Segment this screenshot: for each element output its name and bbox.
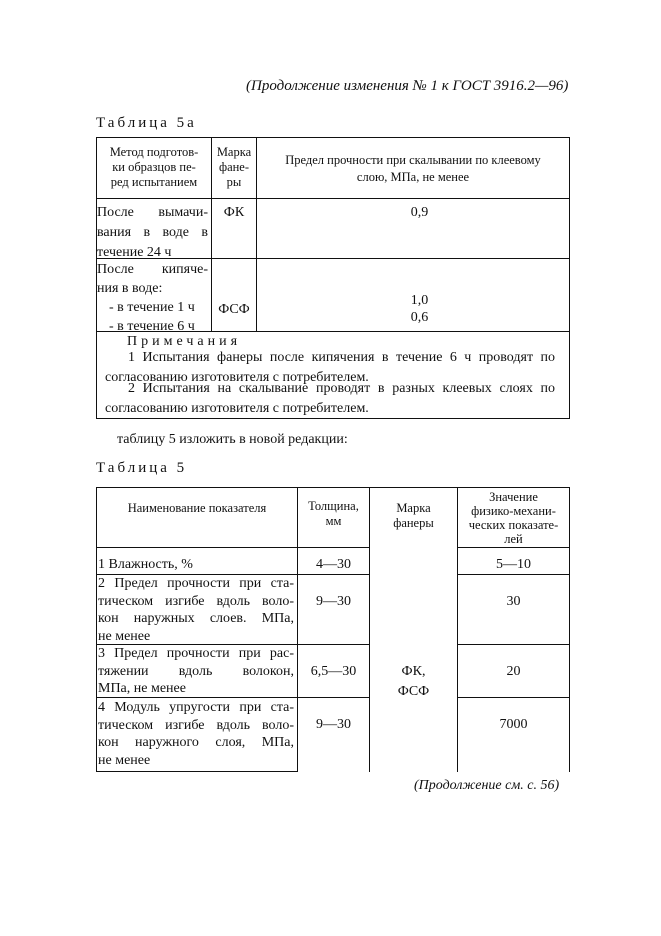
table-5a-row-1-method: После вымачи- вания в воде в течение 24 ч <box>97 205 208 260</box>
table-5-header-grade: Марка фанеры <box>393 501 434 530</box>
table-5-header-name: Наименование показателя <box>127 501 267 515</box>
table-5-caption: Таблица 5 <box>96 460 188 476</box>
table-5-row-1-name: 1 Влажность, % <box>98 557 193 572</box>
note-2: 2 Испытания на скалывание проводят в разных клеевых слоях по согласованию изготовителя с потребителем. <box>105 381 555 416</box>
table-5-header-thickness: Толщина, мм <box>308 499 359 528</box>
table-5a-header-grade: Марка фане- ры <box>216 145 252 189</box>
table-5a-header-strength: Предел прочности при скалывании по клеевому слою, МПа, не менее <box>285 153 541 184</box>
table-5-row-3-name: 3 Предел прочности при рас- тяжении вдоль волокон, МПа, не менее <box>98 646 294 696</box>
table-5-row-1-thickness: 4—30 <box>316 557 351 572</box>
table-5a-row-1-value: 0,9 <box>410 205 429 220</box>
table-5a-row-1-grade: ФК <box>223 205 245 220</box>
table-5-row-4-thickness: 9—30 <box>316 717 351 732</box>
table-5-row-2-value: 30 <box>506 594 521 609</box>
table-5-grade-merged: ФК, ФСФ <box>397 664 430 699</box>
table-5-row-1-value: 5—10 <box>496 557 531 572</box>
continuation-header: (Продолжение изменения № 1 к ГОСТ 3916.2—96) <box>246 78 569 94</box>
table-5-row-4-name: 4 Модуль упругости при ста- тическом изгибе вдоль воло- кон наружного слоя, МПа, не менее <box>98 700 294 768</box>
table-5a-header-method: Метод подготов- ки образцов пе- ред испытанием <box>109 145 199 189</box>
table-5a-row-2-values: 1,0 0,6 <box>410 293 429 325</box>
table-5-row-2-name: 2 Предел прочности при ста- тическом изгибе вдоль воло- кон наружных слоев. МПа, не менее <box>98 576 294 644</box>
instruction-text: таблицу 5 изложить в новой редакции: <box>117 432 348 447</box>
table-5-row-3-value: 20 <box>506 664 521 679</box>
table-5-row-2-thickness: 9—30 <box>316 594 351 609</box>
note-1: 1 Испытания фанеры после кипячения в течение 6 ч проводят по согласованию изготовителя с потребителем. <box>105 350 555 385</box>
table-5-header-value: Значение физико-механи- ческих показате- лей <box>468 490 559 546</box>
notes-title: Примечания <box>127 334 242 349</box>
continuation-footer: (Продолжение см. с. 56) <box>414 778 560 793</box>
table-5a-row-2-grade: ФСФ <box>218 302 250 317</box>
table-5a-caption: Таблица 5а <box>96 115 197 131</box>
table-5-row-4-value: 7000 <box>499 717 528 732</box>
table-5a-row-2-method: После кипяче- ния в воде: - в течение 1 ч - в течение 6 ч <box>97 262 208 334</box>
table-5-row-3-thickness: 6,5—30 <box>310 664 357 679</box>
